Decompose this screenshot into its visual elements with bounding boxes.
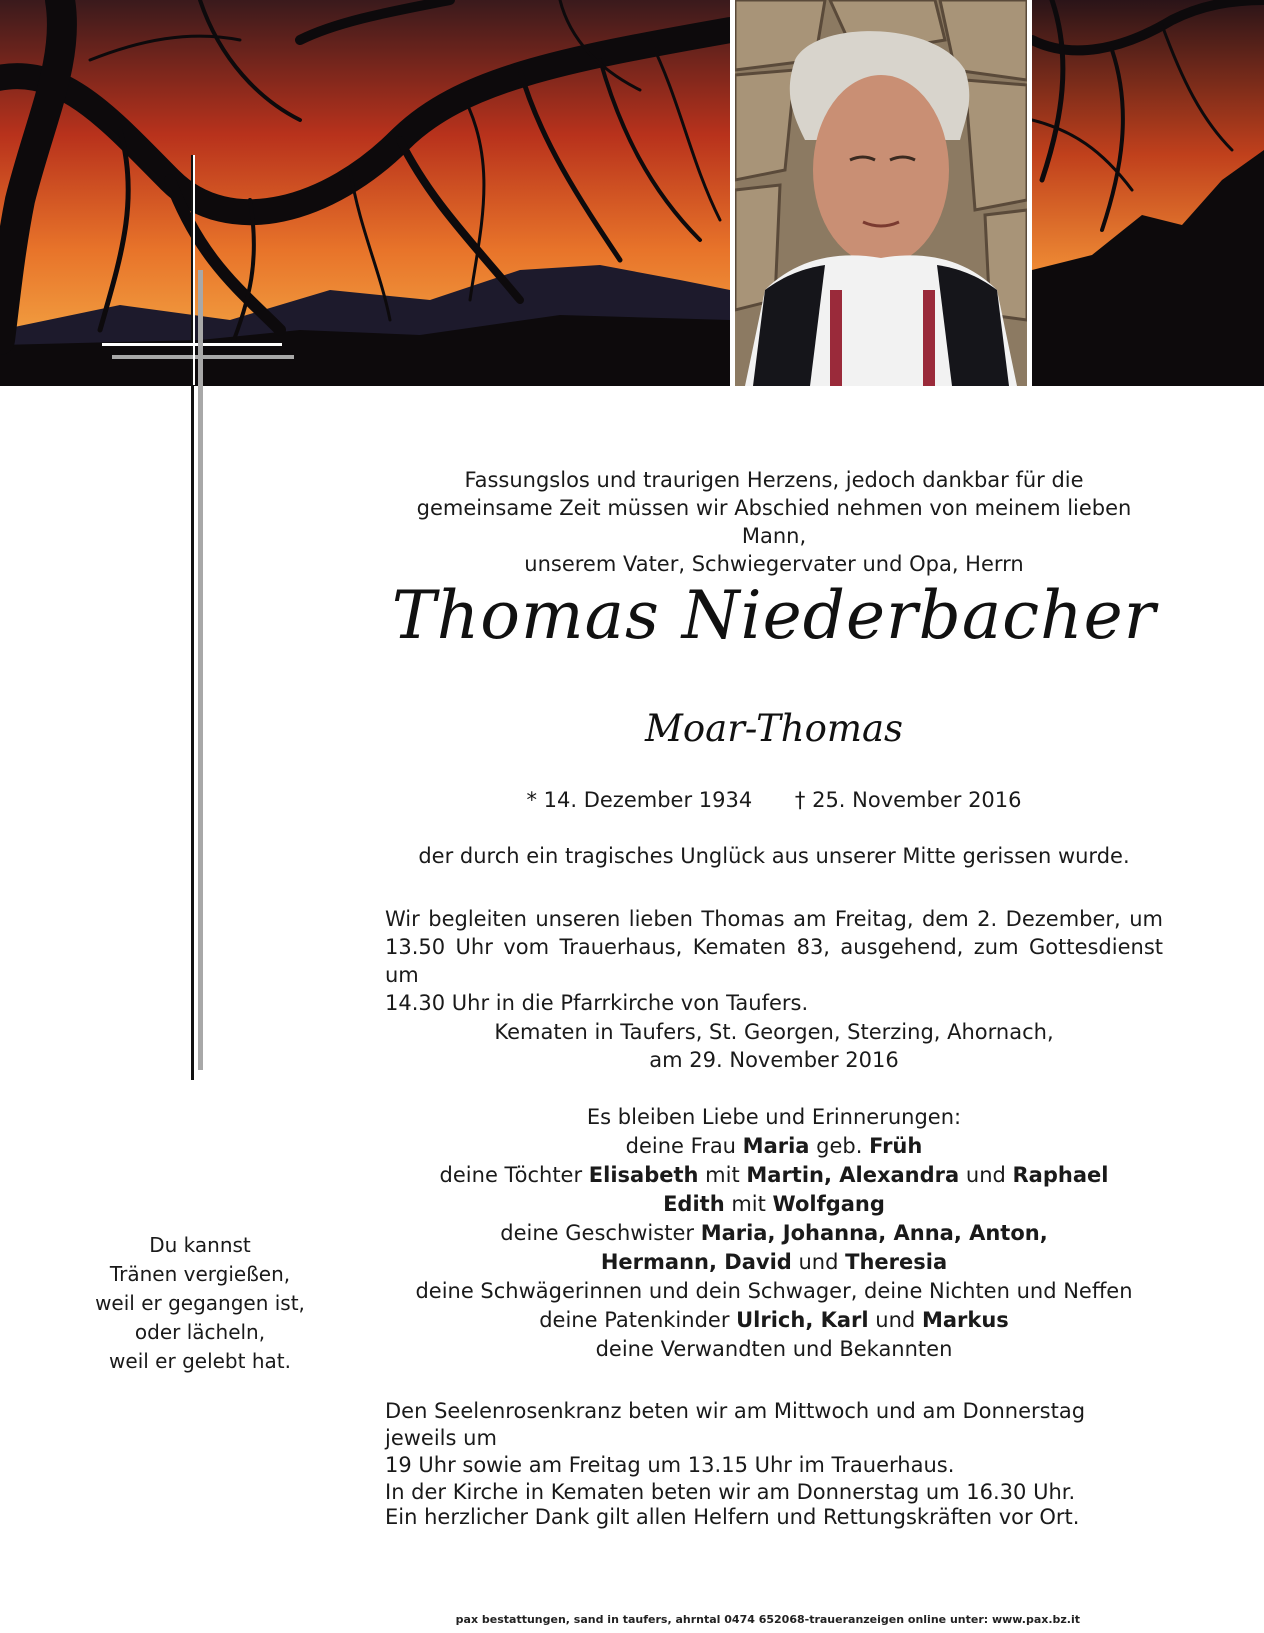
death-date: † 25. November 2016 [794, 788, 1022, 812]
deceased-nickname: Moar-Thomas [644, 707, 903, 750]
mourners-line: deine Patenkinder Ulrich, Karl und Markus [539, 1308, 1009, 1332]
thanks-line: Ein herzlicher Dank gilt allen Helfern und Rettungskräften vor Ort. [385, 1505, 1080, 1529]
funeral-line-1: Wir begleiten unseren lieben Thomas am Freitag, dem 2. Dezember, um 13.50 Uhr vom Trauerhaus, Kematen 83, ausgehend, zum Gottesdienst um [385, 907, 1163, 987]
quote-line: weil er gegangen ist, [95, 1291, 305, 1315]
funeral-line-2: 14.30 Uhr in die Pfarrkirche von Taufers. [385, 991, 809, 1015]
rosary-line: Den Seelenrosenkranz beten wir am Mittwoch und am Donnerstag jeweils um [385, 1399, 1086, 1450]
funeral-paragraph [385, 905, 1163, 1017]
mourners-line: deine Frau Maria geb. Früh [625, 1134, 923, 1158]
date-line: am 29. November 2016 [649, 1048, 899, 1072]
deceased-name: Thomas Niederbacher [391, 577, 1157, 654]
place-line: Kematen in Taufers, St. Georgen, Sterzing, Ahornach, [494, 1020, 1054, 1044]
mourners-line: Edith mit Wolfgang [663, 1192, 885, 1216]
place-date [385, 1018, 1163, 1074]
intro-line: Fassungslos und traurigen Herzens, jedoch dankbar für die [464, 468, 1084, 492]
footer-credit: pax bestattungen, sand in taufers, ahrntal 0474 652068-traueranzeigen online unter: www.pax.bz.it [455, 1613, 1080, 1626]
sunset-tree-image [0, 0, 730, 386]
mourners-line: deine Töchter Elisabeth mit Martin, Alexandra und Raphael [439, 1163, 1109, 1187]
header-banner [0, 0, 1264, 386]
quote-line: Tränen vergießen, [109, 1262, 291, 1286]
mourners-line: deine Schwägerinnen und dein Schwager, deine Nichten und Neffen [415, 1279, 1133, 1303]
mourners-line: deine Geschwister Maria, Johanna, Anna, Anton, [500, 1221, 1048, 1245]
portrait-photo [735, 0, 1027, 386]
quote-line: weil er gelebt hat. [109, 1349, 291, 1373]
rosary-line: In der Kirche in Kematen beten wir am Donnerstag um 16.30 Uhr. [385, 1480, 1076, 1504]
birth-date: * 14. Dezember 1934 [526, 788, 753, 812]
quote-line: Du kannst [149, 1233, 251, 1257]
tragic-line: der durch ein tragisches Unglück aus unserer Mitte gerissen wurde. [418, 844, 1130, 868]
life-dates [385, 786, 1163, 814]
intro-text [385, 466, 1163, 578]
quote-line: oder lächeln, [134, 1320, 266, 1344]
mourners-list [385, 1103, 1163, 1364]
rosary-paragraph [385, 1398, 1163, 1506]
intro-line: gemeinsame Zeit müssen wir Abschied nehmen von meinem lieben Mann, [416, 496, 1132, 548]
mourners-line: Hermann, David und Theresia [600, 1250, 948, 1274]
memorial-quote [80, 1231, 320, 1376]
intro-line: unserem Vater, Schwiegervater und Opa, Herrn [524, 552, 1024, 576]
mourners-line: deine Verwandten und Bekannten [595, 1337, 953, 1361]
rosary-line: 19 Uhr sowie am Freitag um 13.15 Uhr im Trauerhaus. [385, 1453, 955, 1477]
mourners-heading: Es bleiben Liebe und Erinnerungen: [586, 1105, 962, 1129]
sunset-mountain-image [1032, 0, 1264, 386]
